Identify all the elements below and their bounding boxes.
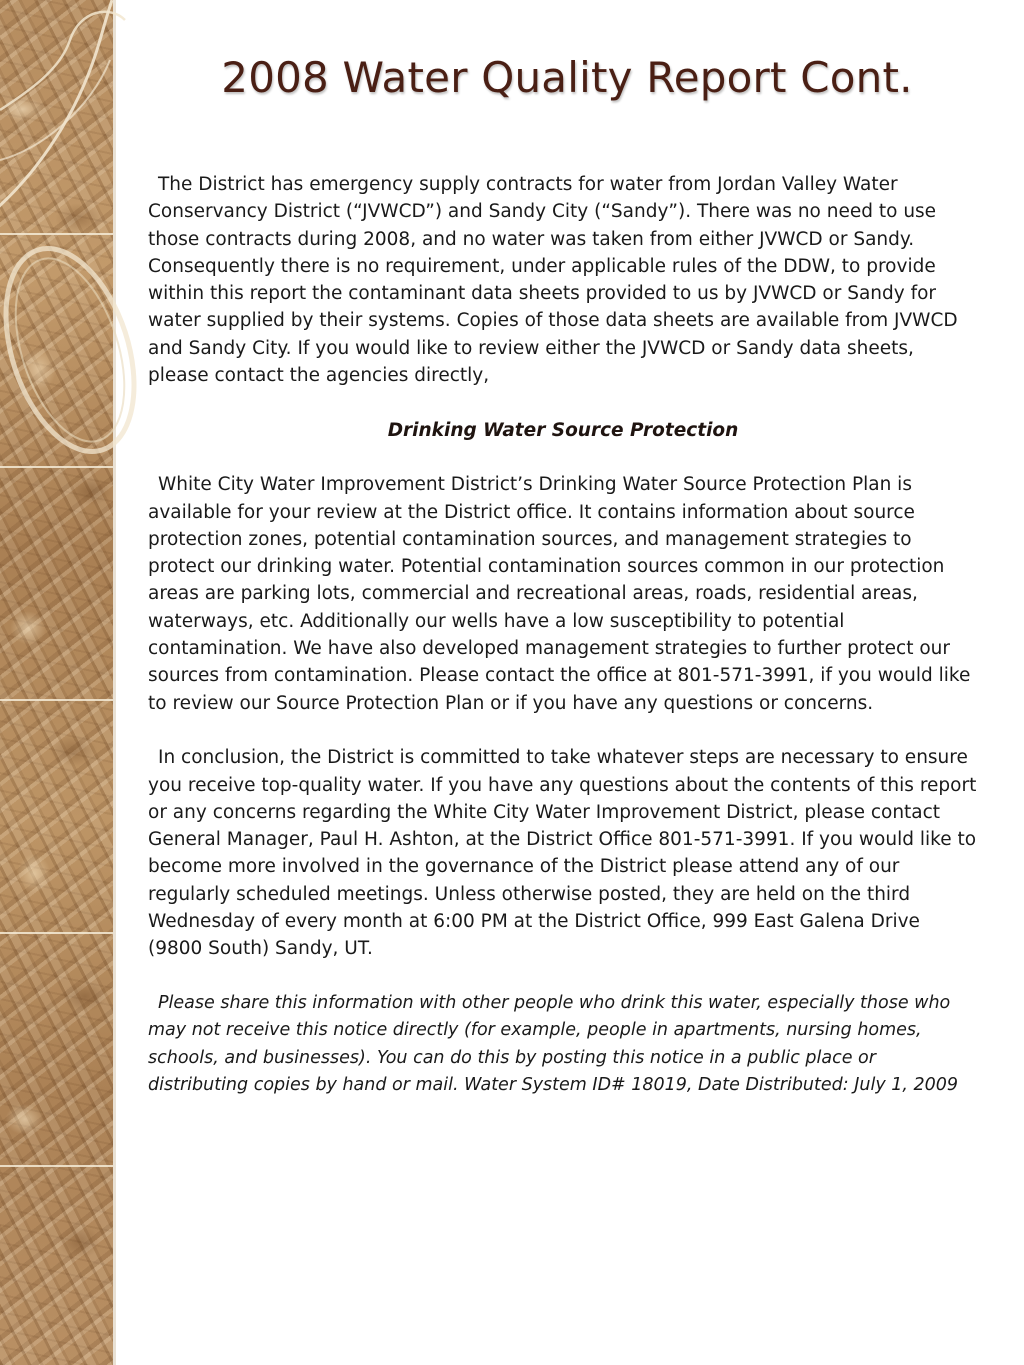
section-heading-source-protection: Drinking Water Source Protection xyxy=(387,419,739,441)
paragraph-share-notice: Please share this information with other people who drink this water, especially those who may not receive this notice directly (for example, people in apartments, nursing homes, schools, and businesses). You can do this by posting this notice in a public place or distributing copies by hand or mail. Water System ID# 18019, Date Distributed: July 1, 2009 xyxy=(148,992,959,1095)
paragraph-source-protection: White City Water Improvement District’s Drinking Water Source Protection Plan is available for your review at the District office. It contains information about source protection zones, potential contamination sources, and management strategies to protect our drinking water. Potential contamination sources common in our protection areas are parking lots, commercial and recreational areas, roads, residential areas, waterways, etc. Additionally our wells have a low susceptibility to potential contamination. We have also developed management strategies to further protect our sources from contamination. Please contact the office at 801-571-3991, if you would like to review our Source Protection Plan or if you have any questions or concerns. xyxy=(148,474,971,714)
decorative-swirl xyxy=(0,0,170,520)
page-title: 2008 Water Quality Report Cont. xyxy=(221,53,913,102)
border-divider xyxy=(0,1165,113,1167)
paragraph-emergency-supply: The District has emergency supply contracts for water from Jordan Valley Water Conservancy District (“JVWCD”) and Sandy City (“Sandy”). There was no need to use those contracts during 2008, and no water was taken from either JVWCD or Sandy. Consequently there is no requirement, under applicable rules of the DDW, to provide within this report the contaminant data sheets provided to us by JVWCD or Sandy for water supplied by their systems. Copies of those data sheets are available from JVWCD and Sandy City. If you would like to review either the JVWCD or Sandy data sheets, please contact the agencies directly, xyxy=(148,174,958,387)
border-divider xyxy=(0,932,113,934)
paragraph-conclusion: In conclusion, the District is committed to take whatever steps are necessary to ensure you receive top-quality water. If you have any questions about the contents of this report or any concerns regarding the White City Water Improvement District, please contact General Manager, Paul H. Ashton, at the District Office 801-571-3991. If you would like to become more involved in the governance of the District please attend any of our regularly scheduled meetings. Unless otherwise posted, they are held on the third Wednesday of every month at 6:00 PM at the District Office, 999 East Galena Drive (9800 South) Sandy, UT. xyxy=(148,747,977,960)
report-body xyxy=(148,171,978,1099)
border-divider xyxy=(0,699,113,701)
